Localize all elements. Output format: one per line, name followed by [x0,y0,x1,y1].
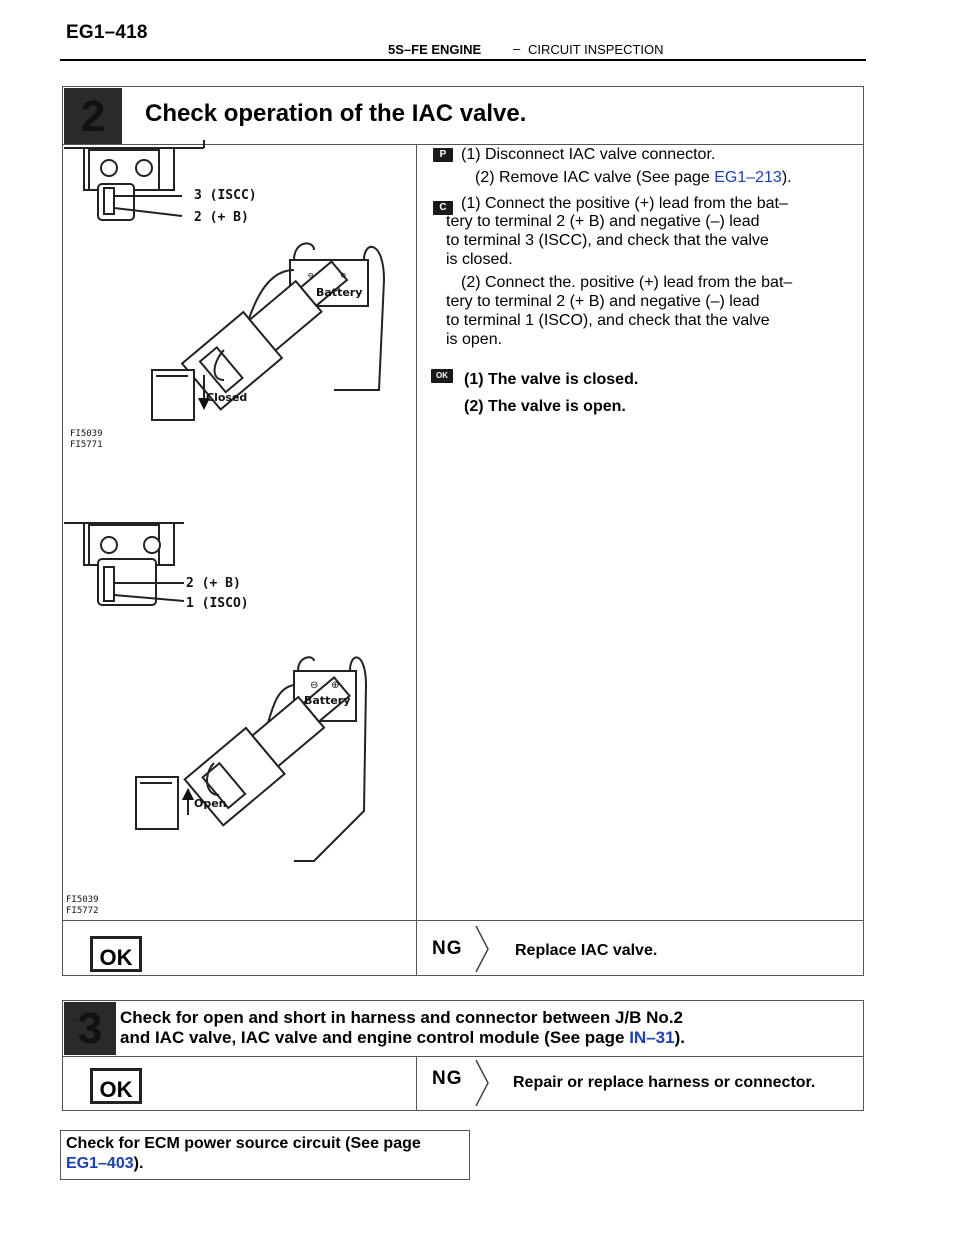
fig2-code-1: FI5039 [66,895,99,905]
step2-title: Check operation of the IAC valve. [145,100,527,127]
check-line-3: to terminal 3 (ISCC), and check that the valve [446,232,769,249]
step3-title-line-1: Check for open and short in harness and connector between J/B No.2 [120,1008,683,1027]
step3-title-line-2-text: and IAC valve, IAC valve and engine control module (See page [120,1028,630,1047]
final-step-line-2 [66,1154,143,1174]
step3-ng-label: NG [432,1068,463,1089]
step2-ok-box: OK [90,936,142,972]
section-title: 5S–FE ENGINE [388,42,482,57]
check-line-7: to terminal 1 (ISCO), and check that the valve [446,312,770,329]
fig1-terminal-3-label: 3 (ISCC) [194,188,257,203]
step3-ng-action: Repair or replace harness or connector. [513,1074,816,1091]
step3-number: 3 [64,1002,116,1055]
result-row-vline [416,920,417,976]
fig2-terminal-1-label: 1 (ISCO) [186,596,249,611]
check-line-5: (2) Connect the. positive (+) lead from the bat– [461,274,793,291]
final-step-line-1: Check for ECM power source circuit (See page [66,1135,421,1152]
page-link-eg1-403[interactable]: EG1–403 [66,1155,134,1172]
prepare-line-1: (1) Disconnect IAC valve connector. [461,146,716,163]
header-rule [60,59,866,61]
check-line-2: tery to terminal 2 (+ B) and negative (–) lead [446,213,760,230]
step2-number: 2 [64,88,122,144]
step2-ng-chevron-icon [474,924,494,974]
fig1-code-2: FI5771 [70,440,103,450]
page-number: EG1–418 [66,22,148,43]
fig2-terminal-2-label: 2 (+ B) [186,576,241,591]
fig1-battery-label: Battery [316,286,363,299]
header-separator: – [513,41,521,56]
page-link-eg1-213[interactable]: EG1–213 [714,169,782,186]
check-line-6: tery to terminal 2 (+ B) and negative (–) lead [446,293,760,310]
fig2-battery-label: Battery [304,694,351,707]
check-line-8: is open. [446,331,503,348]
check-badge: C [433,201,453,215]
result-row-divider [62,920,864,921]
step3-ok-box: OK [90,1068,142,1104]
fig1-state-label: Closed [206,391,248,404]
iac-valve-closed-figure [64,140,414,460]
ok-result-1: (1) The valve is closed. [464,371,639,388]
ok-badge: OK [431,369,453,383]
prepare-badge: P [433,148,453,162]
step3-title-line-2 [120,1028,685,1048]
subsection-title: CIRCUIT INSPECTION [528,42,664,57]
step2-ng-label: NG [432,938,463,959]
prepare-line-2-text: (2) Remove IAC valve (See page [475,169,715,186]
iac-valve-open-figure [64,515,414,915]
column-divider [416,144,417,976]
step3-title-rule [62,1056,864,1057]
fig1-code-1: FI5039 [70,429,103,439]
page-link-in-31[interactable]: IN–31 [629,1028,675,1047]
final-step-line-2-end: ). [133,1155,144,1172]
step2-ng-action: Replace IAC valve. [515,942,658,959]
fig2-code-2: FI5772 [66,906,99,915]
svg-text:⊖ ⊕: ⊖ ⊕ [310,680,340,691]
step3-ng-chevron-icon [474,1058,494,1108]
check-line-4: is closed. [446,251,513,268]
ok-result-2: (2) The valve is open. [464,398,626,415]
step3-result-vline [416,1056,417,1111]
step3-title-line-2-end: ). [674,1028,685,1047]
fig1-terminal-2-label: 2 (+ B) [194,210,249,225]
prepare-line-2 [475,168,792,188]
fig2-state-label: Open [194,797,227,810]
prepare-line-2-end: ). [781,169,792,186]
svg-text:⊖ ⊕: ⊖ ⊕ [308,271,346,281]
check-line-1: (1) Connect the positive (+) lead from the bat– [461,195,788,212]
